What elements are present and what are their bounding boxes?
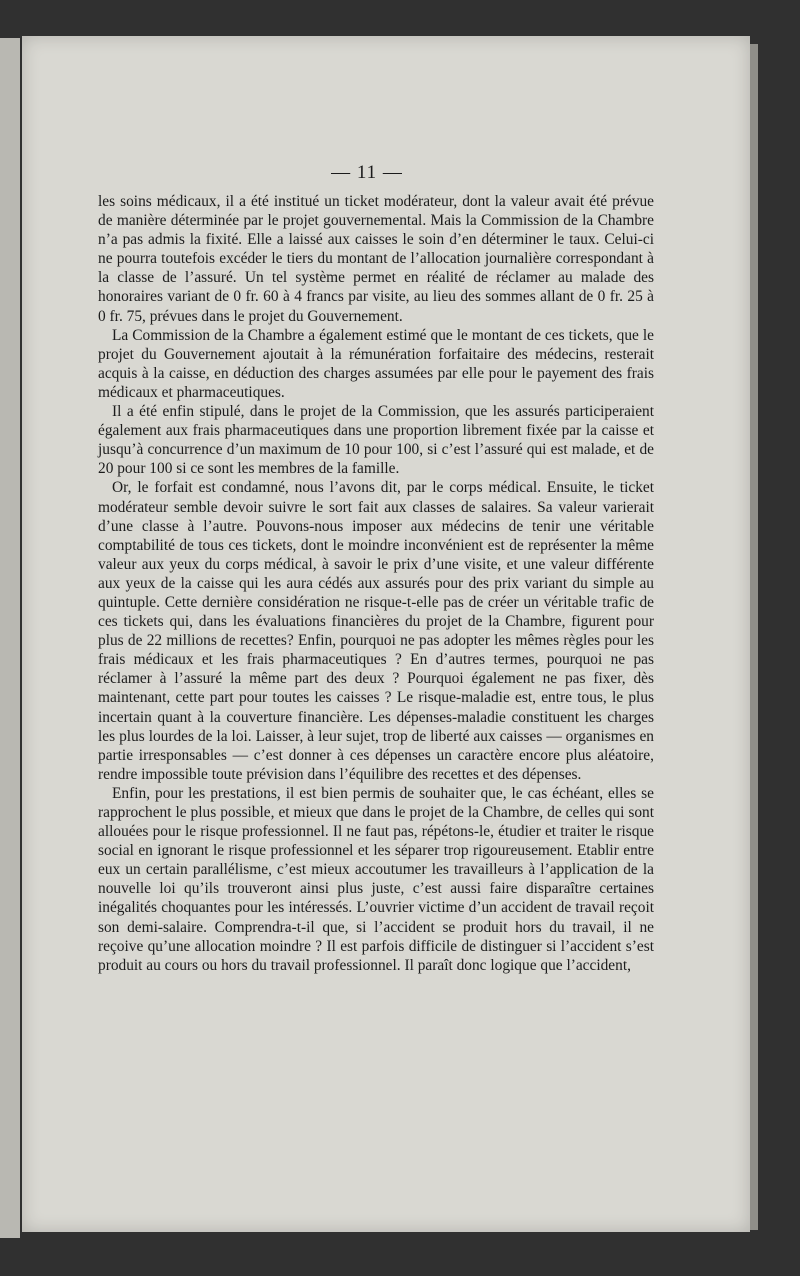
paragraph-5: Enfin, pour les prestations, il est bien permis de souhaiter que, le cas échéant, elles se rapprochent le plus possible, et mieux que dans le projet de la Chambre, de celles qui sont allouées pour le risque professionnel. Il ne faut pas, répétons-le, étudier et traiter le risque social en ignorant le risque professionnel et les séparer trop rigoureusement. Etablir entre eux un certain parallélisme, c’est mieux accoutumer les travailleurs à l’application de la nouvelle loi qu’ils trouveront ainsi plus juste, c’est aussi faire disparaître certaines inégalités choquantes pour les intéressés. L’ouvrier victime d’un accident de travail reçoit son demi-salaire. Comprendra-t-il que, si l’accident se produit hors du travail, il ne reçoive qu’une allocation moindre ? Il est parfois difficile de distinguer si l’accident s’est produit au cours ou hors du travail professionnel. Il paraît donc logique que l’accident, (98, 784, 654, 974)
paragraph-1: les soins médicaux, il a été institué un ticket modérateur, dont la valeur avait été prévue de manière déterminée par le projet gouvernemental. Mais la Commission de la Chambre n’a pas admis la fixité. Elle a laissé aux caisses le soin d’en déterminer le taux. Celui-ci ne pourra toutefois excéder le tiers du montant de l’allocation journalière correspondant à la classe de l’assuré. Un tel système permet en réalité de réclamer au malade des honoraires variant de 0 fr. 60 à 4 francs par visite, au lieu des sommes allant de 0 fr. 25 à 0 fr. 75, prévues dans le projet du Gouvernement. (98, 193, 654, 325)
book-page (22, 36, 750, 1232)
previous-page-edge (0, 38, 20, 1238)
paragraph-4: Or, le forfait est condamné, nous l’avons dit, par le corps médical. Ensuite, le ticket modérateur semble devoir suivre le sort fait aux classes de salaires. Sa valeur varierait d’une classe à l’autre. Pouvons-nous imposer aux médecins de tenir une véritable comptabilité de tous ces tickets, dont le moindre inconvénient est de représenter la même valeur aux yeux du corps médical, à savoir le prix d’une visite, et une valeur différente aux yeux de la caisse qui les aura cédés aux assurés pour des prix variant du simple au quintuple. Cette dernière considération ne risque-t-elle pas de créer un véritable trafic de ces tickets qui, dans les évaluations financières du projet de la Chambre, figurent pour plus de 22 millions de recettes? Enfin, pourquoi ne pas adopter les mêmes règles pour les frais médicaux et les frais pharmaceutiques ? En d’autres termes, pourquoi ne pas réclamer à l’assuré la même part des deux ? Pourquoi également ne pas fixer, dès maintenant, cette part pour toutes les caisses ? Le risque-maladie est, entre tous, le plus incertain quant à la couverture financière. Les dépenses-maladie constituent les charges les plus lourdes de la loi. Laisser, à leur sujet, trop de liberté aux caisses — organismes en partie irresponsables — c’est donner à ces dépenses un caractère encore plus aléatoire, rendre impossible toute prévision dans l’équilibre des recettes et des dépenses. (98, 479, 654, 783)
body-text (98, 192, 654, 975)
paragraph-3: Il a été enfin stipulé, dans le projet de la Commission, que les assurés participeraient également aux frais pharmaceutiques dans une proportion librement fixée par la caisse et jusqu’à concurrence d’un maximum de 10 pour 100, si c’est l’assuré qui est malade, et de 20 pour 100 si ce sont les membres de la famille. (98, 403, 654, 478)
paragraph-2: La Commission de la Chambre a également estimé que le montant de ces tickets, que le projet du Gouvernement ajoutait à la rémunération forfaitaire des médecins, resterait acquis à la caisse, en déduction des charges assumées par elle pour le payement des frais médicaux et pharmaceutiques. (98, 326, 654, 401)
page-number: — 11 — (331, 162, 403, 183)
